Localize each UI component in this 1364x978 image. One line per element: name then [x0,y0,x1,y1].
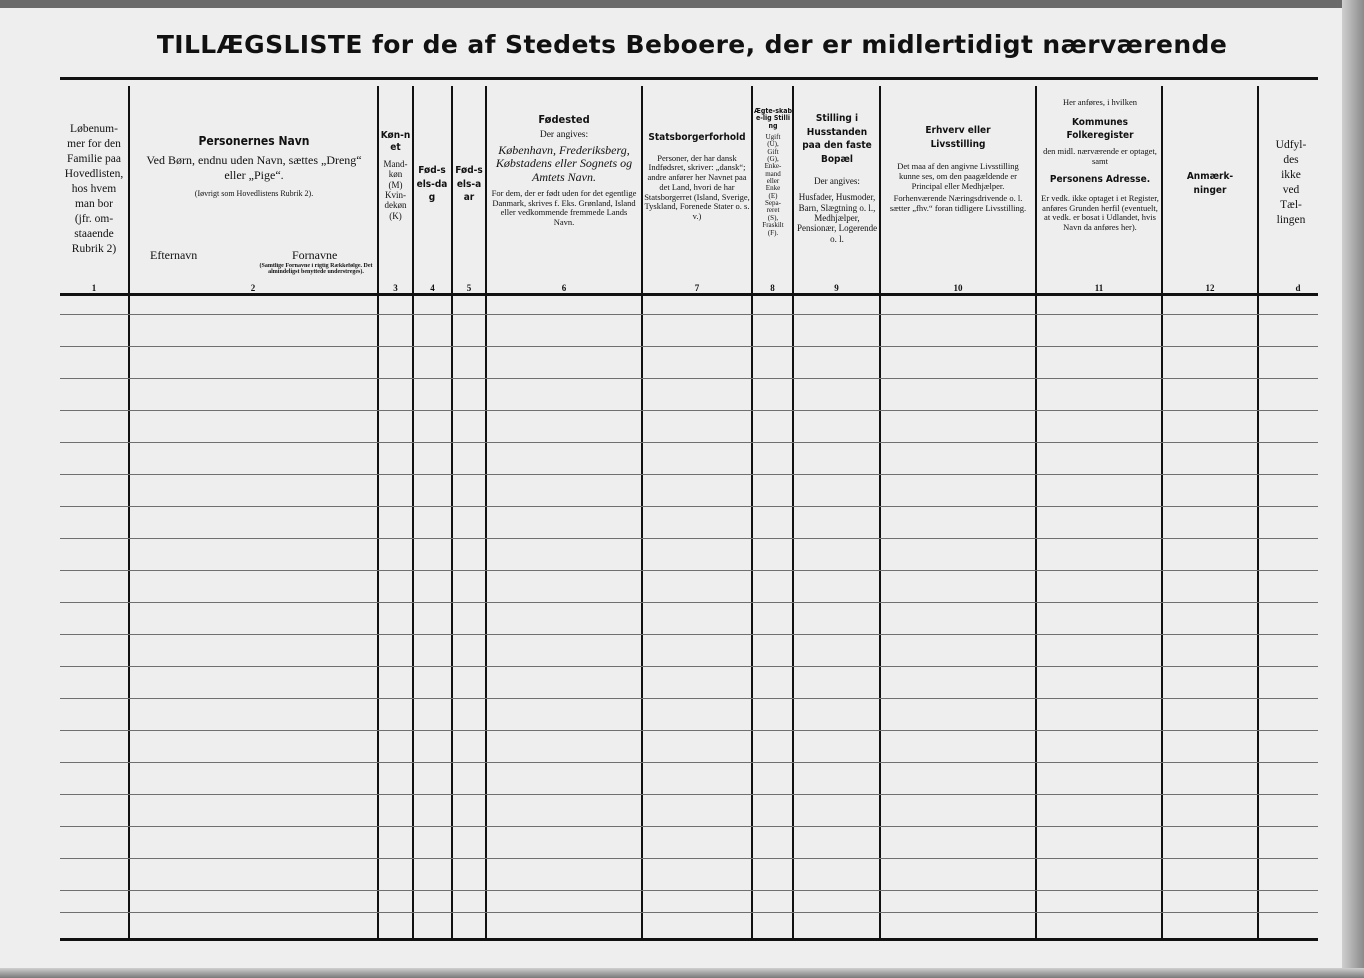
scan-border-bottom [0,968,1364,978]
entry-line [60,474,1318,475]
entry-line [60,912,1318,913]
col9-number: 9 [834,283,839,293]
col6-number: 6 [561,283,567,293]
entry-line [60,890,1318,891]
col5-header: Fød-sels-aar [455,165,483,203]
column-divider [792,86,794,938]
entry-line [60,794,1318,795]
entry-line [60,698,1318,699]
entry-line [60,730,1318,731]
col11-header: Her anføres, i hvilken Kommunes Folkeregister den midl. nærværende er optaget, samt Personens Adresse. Er vedk. ikke optaget i et Register, anføres Grunden herfil (eventuelt, at vedk. er bosat i Udlandet, hvis Navn da anføres her). [1041,98,1159,233]
col2-firstname-label: Fornavne [292,248,338,262]
col1-number: 1 [91,283,97,293]
col7-number: 7 [694,283,700,293]
col4-number: 4 [430,283,435,293]
col6-header: Fødested Der angives: København, Frederiksberg, Købstadens eller Sognets og Amtets Navn. For dem, der er født uden for det egentlige Danmark, skrives f. Eks. Grønland, Island eller vedkommende fremmede Lands Navn. [491,114,637,228]
form-title: TILLÆGSLISTE for de af Stedets Beboere, der er midlertidigt nærværende [156,30,1228,59]
entry-line [60,762,1318,763]
col3-number: 3 [393,283,398,293]
col12-header: Anmærk-ninger [1186,171,1234,196]
col2-header: Personernes Navn Ved Børn, endnu uden Navn, sættes „Dreng“ eller „Pige“. (Iøvrigt som Hovedlistens Rubrik 2). [146,134,362,198]
col7-header: Statsborgerforhold Personer, der har dansk Indfødsret, skriver: „dansk“; andre anfører her Navnet paa det Land, hvori de har Statsborgerret (Island, Sverige, Tyskland, Forenede Stater o. s. v.) [644,132,750,222]
col2-firstname-note: (Samtlige Fornavne i rigtig Rækkefølge. Det almindeligst benyttede understreges). [259,263,373,276]
entry-line [60,602,1318,603]
col2-surname-label: Efternavn [150,248,198,262]
entry-line [60,506,1318,507]
col8-number: 8 [770,283,775,293]
col9-header: Stilling i Husstanden paa den faste Bopæl Der angives: Husfader, Husmoder, Barn, Slægtning o. l., Medhjælper, Pensionær, Logerende o. l. [796,113,878,244]
col8-header: Ægte-skabe-lig Stilling Ugift (U), Gift (G), Enke- mand eller Enke (E) Sepa- reret (S), Fraskilt (F). [754,108,792,237]
col10-number: 10 [953,283,963,293]
entry-line [60,378,1318,379]
col12-number: 12 [1205,283,1215,293]
scan-border-top [0,0,1364,8]
entry-line [60,570,1318,571]
entry-line [60,826,1318,827]
column-divider [128,86,130,938]
entry-line [60,410,1318,411]
column-divider [412,86,414,938]
entry-line [60,666,1318,667]
scan-border-right [1342,0,1364,978]
entry-line [60,346,1318,347]
col3-header: Køn-net Mand- køn (M) Kvin- dekøn (K) [380,130,411,221]
top-rule [60,77,1318,80]
col2-number: 2 [250,283,256,293]
column-divider [1257,86,1259,938]
column-divider [485,86,487,938]
col11-number: 11 [1094,283,1104,293]
column-divider [1035,86,1037,938]
col10-header: Erhverv eller Livsstilling Det maa af den angivne Livsstilling kunne ses, om den paagældende er Principal eller Medhjælper. Forhenværende Næringsdrivende o. l. sætter „fhv.“ foran tidligere Livsstilling. [889,125,1027,214]
column-divider [641,86,643,938]
column-divider [751,86,753,938]
column-divider [879,86,881,938]
entry-line [60,442,1318,443]
column-divider [1161,86,1163,938]
col1-header: Løbenum- mer for den Familie paa Hovedlisten, hos hvem man bor (jfr. om- staaende Rubrik 2) [64,123,124,255]
entry-line [60,858,1318,859]
entry-line [60,538,1318,539]
col5-number: 5 [466,283,472,293]
col-d-number: d [1295,283,1301,293]
col4-header: Fød-sels-dag [416,165,448,203]
bottom-rule [60,938,1318,941]
column-divider [451,86,453,938]
entry-line [60,634,1318,635]
col-d-header: Udfyl- des ikke ved Tæl- lingen [1275,139,1307,226]
